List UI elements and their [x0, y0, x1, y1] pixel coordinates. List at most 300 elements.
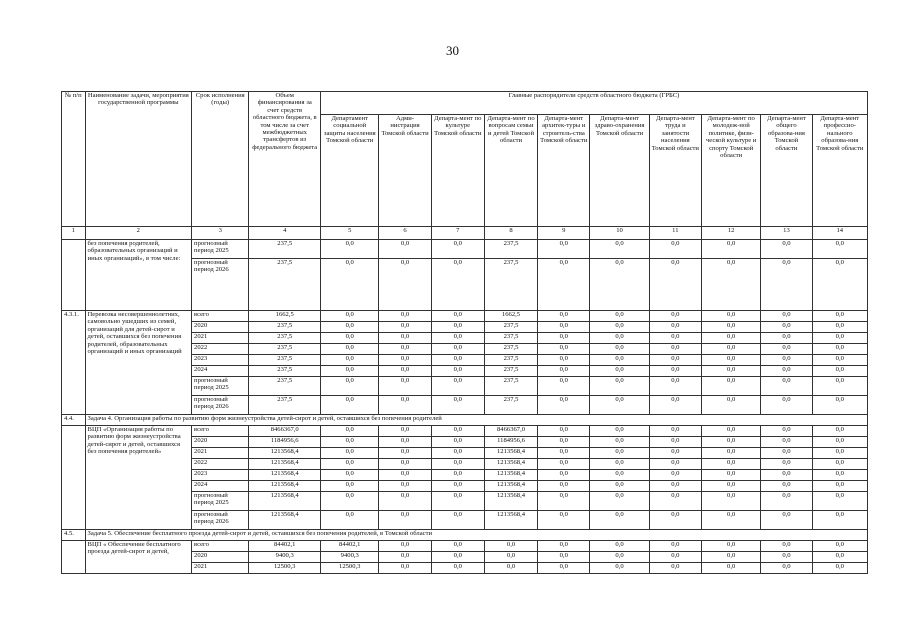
row-value: 1213568,4 [484, 448, 537, 459]
row-value: 1184956,6 [249, 437, 321, 448]
row-value: 0,0 [538, 311, 590, 322]
row-value: 0,0 [538, 437, 590, 448]
row-value: 0,0 [431, 511, 484, 530]
row-value: 237,5 [484, 366, 537, 377]
row-value: 1213568,4 [484, 492, 537, 511]
row-value: 0,0 [649, 470, 701, 481]
row-value: 8466367,0 [249, 426, 321, 437]
header-col-number: 7 [431, 227, 484, 240]
row-value: 0,0 [538, 459, 590, 470]
row-value: 0,0 [538, 492, 590, 511]
row-value: 0,0 [761, 470, 812, 481]
row-value: 1662,5 [484, 311, 537, 322]
row-number [62, 541, 86, 574]
header-grbs-col: Департа-мент по молодеж-ной политике, физи-ческой культуре и спорту Томской области [701, 115, 760, 227]
row-value: 0,0 [701, 437, 760, 448]
row-value: 0,0 [761, 259, 812, 311]
row-value: 9400,3 [321, 552, 379, 563]
row-value: 0,0 [379, 240, 431, 259]
header-volume: Объем финансирования за счет средств областного бюджета, в том числе за счет межбюджетных трансфертов из федерального бюджета [249, 92, 321, 227]
row-value: 0,0 [649, 459, 701, 470]
row-value: 0,0 [590, 459, 649, 470]
row-value: 1213568,4 [249, 511, 321, 530]
row-value: 0,0 [590, 333, 649, 344]
row-value: 0,0 [431, 541, 484, 552]
row-value: 0,0 [431, 481, 484, 492]
row-period: 2020 [192, 437, 249, 448]
row-value: 0,0 [321, 470, 379, 481]
header-period: Срок исполнения (годы) [192, 92, 249, 227]
row-value: 0,0 [812, 355, 867, 366]
row-number [62, 426, 86, 530]
row-value: 0,0 [431, 322, 484, 333]
row-value: 0,0 [649, 311, 701, 322]
row-value: 0,0 [321, 311, 379, 322]
row-value: 0,0 [590, 366, 649, 377]
row-value: 0,0 [761, 563, 812, 574]
row-value: 0,0 [538, 377, 590, 396]
row-value: 237,5 [484, 344, 537, 355]
row-period: 2021 [192, 448, 249, 459]
row-value: 1213568,4 [249, 459, 321, 470]
row-period: 2023 [192, 470, 249, 481]
row-value: 0,0 [649, 437, 701, 448]
row-value: 0,0 [812, 437, 867, 448]
row-value: 0,0 [812, 563, 867, 574]
row-value: 0,0 [812, 426, 867, 437]
row-value: 0,0 [538, 511, 590, 530]
task-row [62, 530, 868, 541]
row-value: 0,0 [701, 311, 760, 322]
row-value: 0,0 [538, 481, 590, 492]
row-value: 237,5 [249, 355, 321, 366]
row-value: 84402,1 [249, 541, 321, 552]
row-value: 0,0 [321, 448, 379, 459]
row-value: 0,0 [701, 492, 760, 511]
row-value: 0,0 [484, 552, 537, 563]
row-value: 0,0 [590, 448, 649, 459]
row-value: 237,5 [484, 240, 537, 259]
row-period: прогнозный период 2025 [192, 377, 249, 396]
row-value: 0,0 [538, 240, 590, 259]
row-value: 0,0 [812, 322, 867, 333]
row-value: 0,0 [538, 259, 590, 311]
row-value: 0,0 [701, 259, 760, 311]
row-value: 0,0 [649, 344, 701, 355]
row-value: 0,0 [701, 426, 760, 437]
row-period: прогнозный период 2026 [192, 259, 249, 311]
row-value: 0,0 [701, 377, 760, 396]
row-value: 0,0 [761, 426, 812, 437]
row-value: 0,0 [649, 563, 701, 574]
row-value: 9400,3 [249, 552, 321, 563]
row-value: 0,0 [701, 396, 760, 415]
row-value: 1213568,4 [249, 470, 321, 481]
header-col-number: 1 [62, 227, 86, 240]
row-value: 0,0 [761, 377, 812, 396]
row-value: 0,0 [701, 355, 760, 366]
row-period: 2021 [192, 333, 249, 344]
row-value: 0,0 [590, 355, 649, 366]
row-period: 2024 [192, 366, 249, 377]
row-value: 0,0 [379, 448, 431, 459]
row-value: 0,0 [701, 366, 760, 377]
row-value: 0,0 [590, 322, 649, 333]
row-value: 0,0 [761, 344, 812, 355]
row-value: 0,0 [538, 396, 590, 415]
row-value: 0,0 [701, 481, 760, 492]
row-value: 0,0 [701, 541, 760, 552]
row-value: 0,0 [590, 511, 649, 530]
row-value: 0,0 [379, 344, 431, 355]
row-value: 0,0 [812, 240, 867, 259]
row-value: 0,0 [649, 511, 701, 530]
row-value: 1213568,4 [249, 481, 321, 492]
row-value: 1213568,4 [249, 492, 321, 511]
row-value: 0,0 [590, 311, 649, 322]
row-value: 237,5 [249, 366, 321, 377]
row-value: 0,0 [321, 344, 379, 355]
row-value: 0,0 [538, 470, 590, 481]
row-value: 0,0 [431, 552, 484, 563]
row-value: 0,0 [812, 470, 867, 481]
row-value: 0,0 [812, 377, 867, 396]
row-value: 0,0 [701, 333, 760, 344]
row-value: 0,0 [812, 492, 867, 511]
row-value: 0,0 [431, 437, 484, 448]
row-value: 0,0 [431, 333, 484, 344]
row-value: 1213568,4 [484, 470, 537, 481]
header-col-number: 6 [379, 227, 431, 240]
row-value: 0,0 [379, 355, 431, 366]
row-value: 0,0 [321, 426, 379, 437]
row-value: 1184956,6 [484, 437, 537, 448]
row-value: 0,0 [761, 355, 812, 366]
row-value: 0,0 [431, 377, 484, 396]
row-value: 0,0 [431, 396, 484, 415]
header-col-number: 12 [701, 227, 760, 240]
row-period: всего [192, 541, 249, 552]
row-value: 0,0 [761, 448, 812, 459]
row-value: 0,0 [538, 552, 590, 563]
task-number: 4.4. [62, 415, 86, 426]
header-grbs-col: Департа-мент архитек-туры и строитель-ства Томской области [538, 115, 590, 227]
row-value: 0,0 [761, 240, 812, 259]
header-grbs-col: Департа-мент общего образова-ния Томской области [761, 115, 812, 227]
row-value: 0,0 [649, 396, 701, 415]
row-value: 0,0 [379, 459, 431, 470]
row-value: 0,0 [321, 492, 379, 511]
header-grbs-col: Департамент социальной защиты населения Томской области [321, 115, 379, 227]
row-value: 0,0 [538, 344, 590, 355]
row-period: всего [192, 311, 249, 322]
row-value: 0,0 [761, 311, 812, 322]
row-value: 0,0 [649, 492, 701, 511]
row-value: 0,0 [812, 259, 867, 311]
row-value: 0,0 [812, 459, 867, 470]
header-grbs-col: Департа-мент профессио-нального образова-ния Томской области [812, 115, 867, 227]
row-value: 0,0 [649, 333, 701, 344]
row-period: 2023 [192, 355, 249, 366]
header-no: № п/п [62, 92, 86, 227]
row-value: 0,0 [812, 448, 867, 459]
row-value: 0,0 [379, 437, 431, 448]
row-value: 1213568,4 [484, 459, 537, 470]
row-value: 0,0 [812, 511, 867, 530]
row-value: 0,0 [484, 541, 537, 552]
header-grbs-col: Департа-мент по культуре Томской области [431, 115, 484, 227]
header-col-number: 5 [321, 227, 379, 240]
row-value: 0,0 [649, 355, 701, 366]
row-value: 237,5 [484, 259, 537, 311]
row-value: 0,0 [761, 481, 812, 492]
row-value: 0,0 [701, 470, 760, 481]
row-value: 0,0 [590, 563, 649, 574]
row-value: 0,0 [484, 563, 537, 574]
table-body [62, 92, 868, 574]
row-value: 0,0 [379, 492, 431, 511]
row-value: 0,0 [649, 541, 701, 552]
row-value: 0,0 [812, 333, 867, 344]
row-value: 0,0 [649, 366, 701, 377]
row-value: 0,0 [379, 322, 431, 333]
row-value: 237,5 [484, 322, 537, 333]
row-period: 2022 [192, 459, 249, 470]
row-value: 237,5 [249, 333, 321, 344]
row-value: 12500,3 [321, 563, 379, 574]
row-value: 0,0 [649, 240, 701, 259]
header-grbs-col: Адми-нистрация Томской области [379, 115, 431, 227]
row-value: 0,0 [321, 366, 379, 377]
header-col-number: 10 [590, 227, 649, 240]
row-value: 0,0 [590, 377, 649, 396]
row-value: 0,0 [321, 333, 379, 344]
row-value: 0,0 [321, 377, 379, 396]
task-number: 4.5. [62, 530, 86, 541]
row-value: 0,0 [649, 259, 701, 311]
row-value: 0,0 [590, 437, 649, 448]
row-value: 237,5 [249, 396, 321, 415]
row-value: 237,5 [484, 333, 537, 344]
row-value: 0,0 [590, 426, 649, 437]
row-value: 0,0 [538, 426, 590, 437]
header-col-number: 13 [761, 227, 812, 240]
row-value: 0,0 [812, 344, 867, 355]
row-value: 0,0 [649, 448, 701, 459]
row-value: 0,0 [321, 437, 379, 448]
budget-table [61, 91, 868, 574]
row-value: 0,0 [701, 563, 760, 574]
row-name: Перевозка несовершеннолетних, самовольно ушедших из семей, организаций для детей-сирот и детей, оставшихся без попечения родителей, образовательных организаций и иных организаций [85, 311, 192, 415]
row-number: 4.3.1. [62, 311, 86, 415]
header-col-number: 11 [649, 227, 701, 240]
row-value: 0,0 [701, 459, 760, 470]
row-value: 0,0 [321, 511, 379, 530]
row-period: прогнозный период 2025 [192, 240, 249, 259]
row-value: 0,0 [379, 377, 431, 396]
row-name: ВЦП «Организация работы по развитию форм жизнеустройства детей-сирот и детей, оставшихся без попечения родителей» [85, 426, 192, 530]
row-value: 0,0 [431, 355, 484, 366]
row-value: 0,0 [379, 552, 431, 563]
row-value: 0,0 [379, 481, 431, 492]
task-row [62, 415, 868, 426]
header-col-number: 9 [538, 227, 590, 240]
row-value: 0,0 [431, 259, 484, 311]
header-grbs-col: Департа-мент труда и занятости населения Томской области [649, 115, 701, 227]
row-value: 0,0 [649, 377, 701, 396]
row-value: 0,0 [431, 240, 484, 259]
row-value: 237,5 [484, 377, 537, 396]
row-value: 0,0 [321, 481, 379, 492]
row-value: 0,0 [538, 355, 590, 366]
row-value: 0,0 [812, 311, 867, 322]
row-value: 237,5 [249, 259, 321, 311]
row-value: 0,0 [590, 344, 649, 355]
row-value: 0,0 [379, 563, 431, 574]
row-value: 0,0 [538, 366, 590, 377]
row-value: 0,0 [761, 459, 812, 470]
row-value: 0,0 [761, 541, 812, 552]
row-value: 0,0 [431, 448, 484, 459]
row-value: 0,0 [761, 366, 812, 377]
header-col-number: 4 [249, 227, 321, 240]
row-value: 0,0 [649, 426, 701, 437]
row-value: 0,0 [590, 259, 649, 311]
row-value: 0,0 [590, 552, 649, 563]
table-row [62, 426, 868, 437]
row-value: 0,0 [701, 511, 760, 530]
row-name: ВЦП « Обеспечение бесплатного проезда детей-сирот и детей, [85, 541, 192, 574]
row-period: 2020 [192, 322, 249, 333]
row-value: 237,5 [249, 344, 321, 355]
row-value: 0,0 [761, 333, 812, 344]
task-text: Задача 4. Организация работы по развитию форм жизнеустройства детей-сирот и детей, оставшихся без попечения родителей [85, 415, 867, 426]
header-column-numbers [62, 227, 868, 240]
row-value: 0,0 [761, 492, 812, 511]
row-value: 0,0 [379, 396, 431, 415]
row-value: 0,0 [812, 366, 867, 377]
row-value: 0,0 [649, 552, 701, 563]
row-value: 0,0 [812, 552, 867, 563]
row-value: 0,0 [321, 322, 379, 333]
row-value: 0,0 [431, 470, 484, 481]
row-value: 0,0 [761, 511, 812, 530]
row-value: 0,0 [590, 541, 649, 552]
row-value: 1213568,4 [484, 511, 537, 530]
row-value: 0,0 [379, 470, 431, 481]
row-value: 237,5 [249, 322, 321, 333]
header-grbs-title: Главные распорядители средств областного бюджета (ГРБС) [321, 92, 868, 115]
row-period: 2024 [192, 481, 249, 492]
row-value: 0,0 [379, 511, 431, 530]
row-value: 0,0 [761, 322, 812, 333]
row-value: 0,0 [761, 396, 812, 415]
row-name: без попечения родителей, образовательных организаций и иных организаций», в том числе: [85, 240, 192, 311]
row-value: 0,0 [431, 459, 484, 470]
row-value: 8466367,0 [484, 426, 537, 437]
row-value: 0,0 [379, 426, 431, 437]
row-value: 0,0 [701, 344, 760, 355]
row-value: 0,0 [431, 311, 484, 322]
row-value: 0,0 [431, 492, 484, 511]
header-grbs-col: Департа-мент по вопросам семьи и детей Томской области [484, 115, 537, 227]
row-value: 0,0 [812, 396, 867, 415]
row-value: 0,0 [538, 448, 590, 459]
row-period: 2022 [192, 344, 249, 355]
header-grbs-col: Департа-мент здраво-охранения Томской области [590, 115, 649, 227]
row-value: 0,0 [812, 541, 867, 552]
table-row [62, 311, 868, 322]
row-value: 0,0 [590, 470, 649, 481]
row-value: 0,0 [590, 396, 649, 415]
row-value: 237,5 [484, 355, 537, 366]
page-number: 30 [446, 43, 459, 58]
row-value: 0,0 [321, 355, 379, 366]
table-row [62, 541, 868, 552]
row-value: 237,5 [484, 396, 537, 415]
row-value: 0,0 [431, 426, 484, 437]
row-value: 0,0 [379, 333, 431, 344]
row-value: 0,0 [538, 541, 590, 552]
row-period: 2020 [192, 552, 249, 563]
row-number [62, 240, 86, 311]
task-text: Задача 5. Обеспечение бесплатного проезда детей-сирот и детей, оставшихся без попечения родителей, в Томской области [85, 530, 867, 541]
row-value: 0,0 [701, 240, 760, 259]
row-value: 0,0 [649, 481, 701, 492]
row-value: 0,0 [590, 492, 649, 511]
row-value: 0,0 [321, 240, 379, 259]
row-period: 2021 [192, 563, 249, 574]
row-value: 0,0 [761, 552, 812, 563]
row-period: прогнозный период 2025 [192, 492, 249, 511]
row-period: всего [192, 426, 249, 437]
row-value: 237,5 [249, 240, 321, 259]
row-value: 0,0 [321, 396, 379, 415]
row-value: 1213568,4 [484, 481, 537, 492]
row-value: 1662,5 [249, 311, 321, 322]
header-name: Наименование задачи, мероприятия государственной программы [85, 92, 192, 227]
row-value: 0,0 [538, 322, 590, 333]
header-col-number: 2 [85, 227, 192, 240]
row-value: 0,0 [538, 333, 590, 344]
row-value: 0,0 [379, 259, 431, 311]
row-value: 0,0 [649, 322, 701, 333]
row-value: 0,0 [701, 448, 760, 459]
row-value: 12500,3 [249, 563, 321, 574]
row-value: 0,0 [701, 552, 760, 563]
row-value: 0,0 [431, 366, 484, 377]
row-value: 0,0 [431, 563, 484, 574]
header-col-number: 8 [484, 227, 537, 240]
row-value: 84402,1 [321, 541, 379, 552]
header-col-number: 3 [192, 227, 249, 240]
row-value: 1213568,4 [249, 448, 321, 459]
row-value: 0,0 [701, 322, 760, 333]
row-period: прогнозный период 2026 [192, 511, 249, 530]
row-value: 0,0 [321, 259, 379, 311]
row-value: 0,0 [590, 481, 649, 492]
row-value: 0,0 [379, 541, 431, 552]
row-value: 0,0 [379, 311, 431, 322]
row-value: 0,0 [538, 563, 590, 574]
row-period: прогнозный период 2026 [192, 396, 249, 415]
row-value: 0,0 [321, 459, 379, 470]
row-value: 0,0 [812, 481, 867, 492]
row-value: 237,5 [249, 377, 321, 396]
row-value: 0,0 [761, 437, 812, 448]
row-value: 0,0 [590, 240, 649, 259]
row-value: 0,0 [379, 366, 431, 377]
